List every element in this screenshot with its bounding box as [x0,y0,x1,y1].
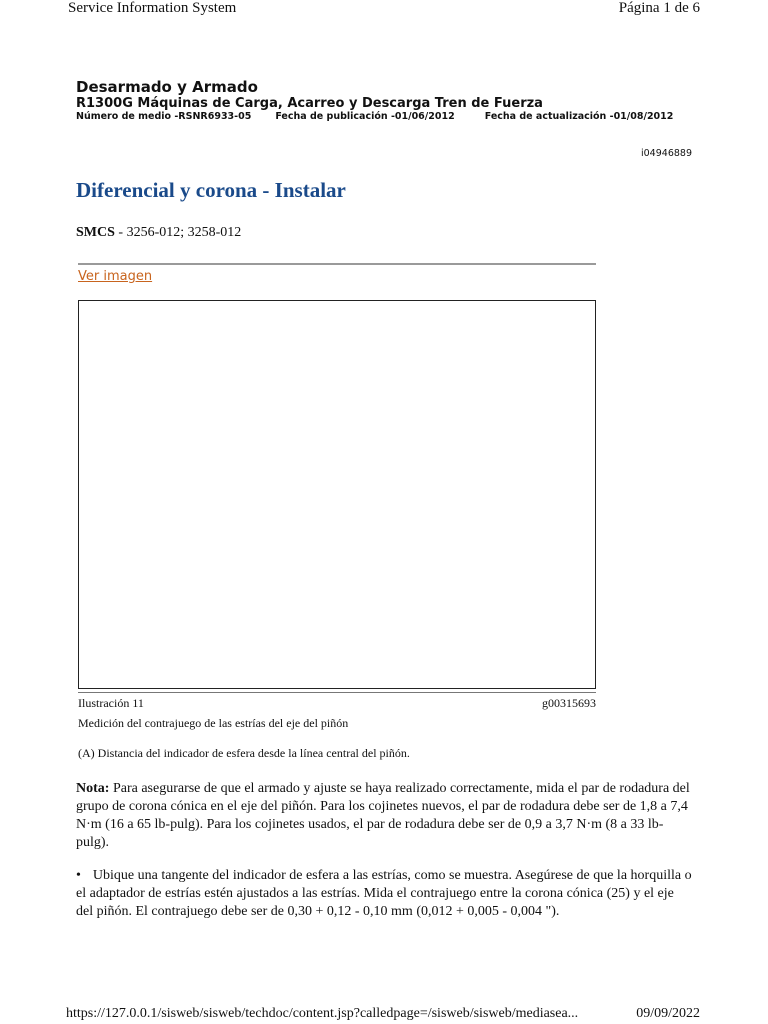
print-header-system-name: Service Information System [68,0,237,16]
smcs-label: SMCS [76,225,115,240]
smcs-line [76,225,241,241]
print-footer-date: 09/09/2022 [636,1006,700,1021]
media-number: Número de medio -RSNR6933-05 [76,111,252,122]
figure-top-divider [78,263,596,265]
document-id: i04946889 [641,148,692,159]
publication-date: Fecha de publicación -01/06/2012 [275,111,455,122]
bullet-text: Ubique una tangente del indicador de esfera a las estrías, como se muestra. Asegúrese de que la horquilla o el adaptador de estrías estén ajustados a las estrías. Mida el contrajuego entre la corona cónica (25) y el eje del piñón. El contrajuego debe ser de 0,30 + 0,12 - 0,10 mm (0,012 + 0,005 - 0,004 "). [76,868,692,919]
note-paragraph [76,780,692,852]
page-title: Diferencial y corona - Instalar [76,178,346,202]
figure-label: Ilustración 11 [78,696,144,710]
figure-image-placeholder [78,300,596,689]
print-footer-url: https://127.0.0.1/sisweb/sisweb/techdoc/content.jsp?calledpage=/sisweb/sisweb/mediasea... [66,1006,579,1021]
document-title: Desarmado y Armado [76,78,258,96]
figure-bottom-divider [78,692,596,693]
view-image-link[interactable]: Ver imagen [78,269,153,284]
update-date: Fecha de actualización -01/08/2012 [484,111,674,122]
print-header-page-number: Página 1 de 6 [618,0,700,16]
instruction-bullet [76,867,692,921]
document-meta-row [76,111,696,122]
figure-legend: (A) Distancia del indicador de esfera desde la línea central del piñón. [78,746,410,760]
note-text: Para asegurarse de que el armado y ajuste se haya realizado correctamente, mida el par de rodadura del grupo de corona cónica en el eje del piñón. Para los cojinetes nuevos, el par de rodadura debe ser de 1,8 a 7,4 N·m (16 a 65 lb-pulg). Para los cojinetes usados, el par de rodadura debe ser de 0,9 a 3,7 N·m (8 a 33 lb-pulg). [76,781,690,850]
figure-caption: Medición del contrajuego de las estrías del eje del piñón [78,716,349,730]
figure-id: g00315693 [542,696,596,710]
document-subtitle: R1300G Máquinas de Carga, Acarreo y Descarga Tren de Fuerza [76,96,543,111]
bullet-symbol: • [76,868,81,883]
note-label: Nota: [76,781,110,796]
smcs-codes: - 3256-012; 3258-012 [114,225,242,240]
